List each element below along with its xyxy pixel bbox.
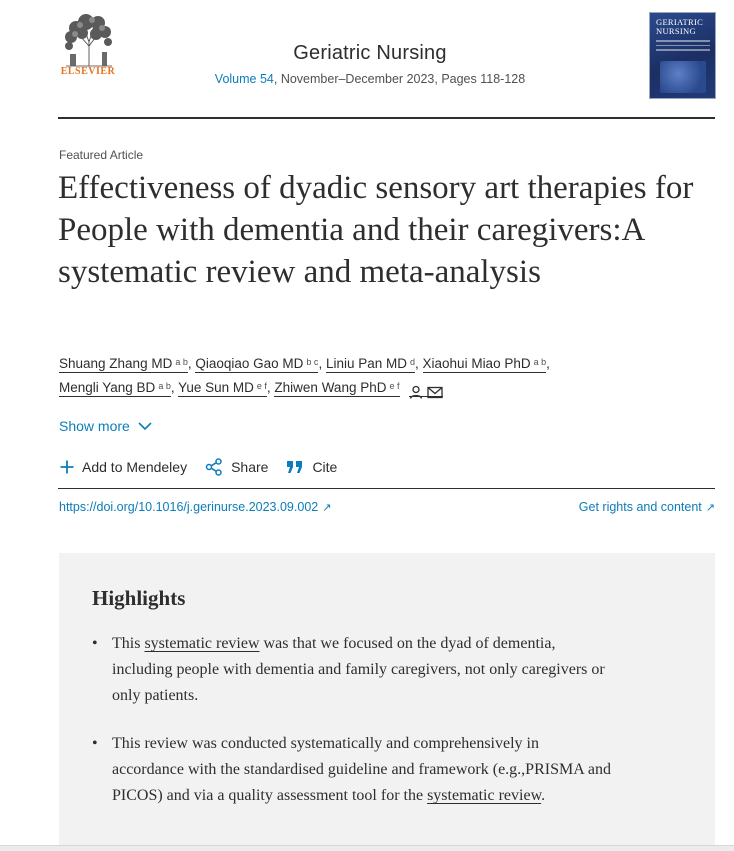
- plus-icon: [60, 460, 74, 474]
- actions-divider: [58, 488, 715, 489]
- external-link-icon: ↗: [705, 502, 715, 514]
- share-icon: [205, 458, 223, 476]
- issue-details: , November–December 2023, Pages 118-128: [273, 72, 526, 86]
- person-icon: [409, 385, 423, 399]
- author-link[interactable]: Shuang Zhang MD $^{a b}$: [59, 356, 188, 371]
- highlights-section: [59, 553, 715, 851]
- article-actions: [60, 458, 355, 476]
- author-link[interactable]: Liniu Pan MD $^d$: [325, 356, 416, 371]
- corresponding-author-icons[interactable]: [409, 379, 443, 397]
- author-link[interactable]: Mengli Yang BD $^{a b}$: [59, 380, 171, 395]
- author-link[interactable]: Zhiwen Wang PhD $^{e f}$: [274, 380, 400, 395]
- journal-issue-info: [150, 72, 590, 86]
- journal-info: [150, 42, 590, 86]
- author-link[interactable]: Xiaohui Miao PhD $^{a b}$: [422, 356, 547, 371]
- add-to-mendeley-button[interactable]: Add to Mendeley: [60, 459, 187, 475]
- header-divider: [58, 117, 715, 119]
- author-link[interactable]: Yue Sun MD $^{e f}$: [178, 380, 267, 395]
- publisher-name: ELSEVIER: [60, 66, 116, 77]
- author-link[interactable]: Qiaoqiao Gao MD $^{b c}$: [195, 356, 319, 371]
- highlight-item: • This review was conducted systematically and comprehensively in accordance with the standardised guideline and framework (e.g.,PRISMA and PICOS) and via a quality assessment tool for the systematic review.: [92, 731, 612, 809]
- cover-image: [660, 61, 706, 93]
- article-title: Effectiveness of dyadic sensory art therapies for People with dementia and their caregivers:A systematic review and meta-analysis: [58, 170, 694, 290]
- cite-button[interactable]: Cite: [286, 459, 337, 475]
- highlights-list: [92, 631, 612, 831]
- highlights-heading: Highlights: [92, 586, 186, 610]
- journal-cover-thumbnail[interactable]: [649, 12, 716, 99]
- journal-title[interactable]: Geriatric Nursing: [293, 42, 447, 64]
- get-rights-link[interactable]: Get rights and content ↗: [578, 500, 715, 514]
- systematic-review-link[interactable]: systematic review: [144, 635, 260, 652]
- email-icon: [427, 385, 443, 399]
- chevron-down-icon: [138, 422, 152, 431]
- tree-icon: [58, 12, 120, 68]
- journal-header: [0, 0, 734, 120]
- show-more-button[interactable]: Show more: [59, 418, 152, 434]
- quote-icon: [286, 460, 304, 474]
- highlight-item: • This systematic review was that we focused on the dyad of dementia, including people with dementia and family caregivers, not only caregivers or only patients.: [92, 631, 612, 709]
- article-type: Featured Article: [59, 148, 144, 162]
- doi-link[interactable]: https://doi.org/10.1016/j.gerinurse.2023.09.002 ↗: [59, 500, 332, 514]
- external-link-icon: ↗: [322, 502, 332, 514]
- cover-title: GERIATRIC NURSING: [656, 17, 704, 36]
- bottom-scroll-edge: [0, 845, 734, 851]
- share-button[interactable]: Share: [205, 458, 268, 476]
- cover-text-lines: [656, 40, 710, 54]
- systematic-review-link[interactable]: systematic review: [427, 787, 542, 804]
- author-list: Shuang Zhang MD $^{a b}$, Qiaoqiao Gao MD $^{b c}$, Liniu Pan MD $^d$, Xiaohui Miao PhD $^{a b}$, Mengli Yang BD $^{a b}$, Yue Sun MD $^{e f}$, Zhiwen Wang PhD $^{e f}$: [59, 352, 679, 400]
- volume-link[interactable]: Volume 54: [214, 72, 274, 86]
